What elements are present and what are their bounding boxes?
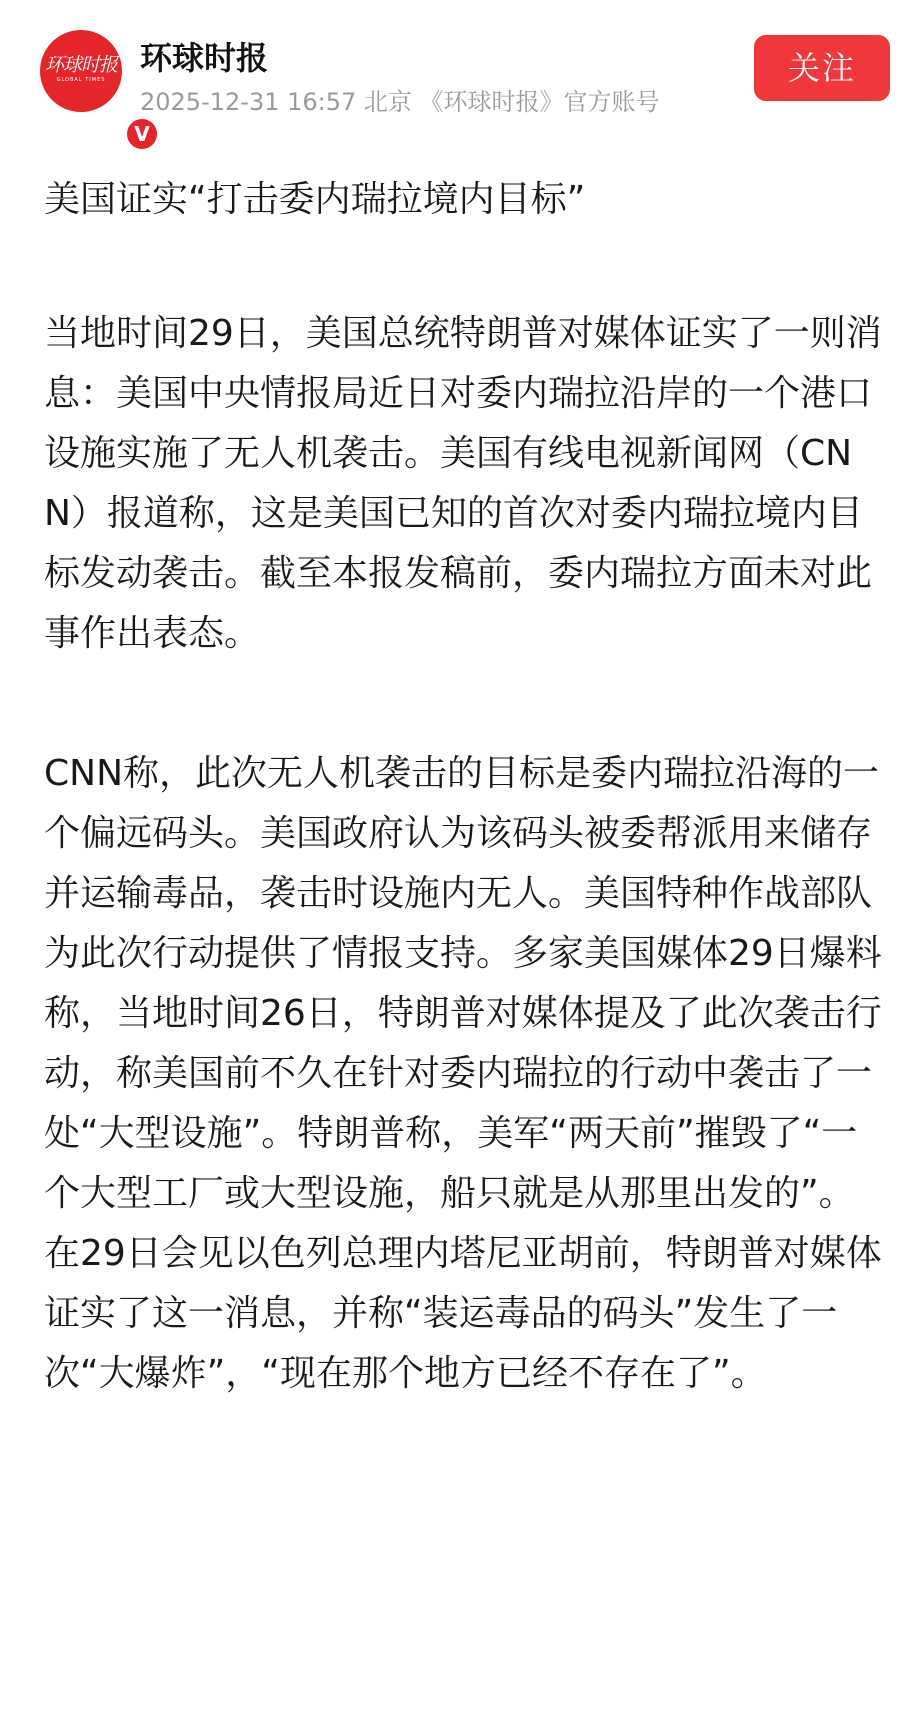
- article-header: [0, 0, 922, 146]
- avatar-logo-subtext: GLOBAL TIMES: [56, 77, 106, 83]
- follow-button[interactable]: 关注: [754, 35, 890, 101]
- article-body: [44, 170, 890, 1404]
- article-paragraph-1: 当地时间29日，美国总统特朗普对媒体证实了一则消息：美国中央情报局近日对委内瑞拉沿岸的一个港口设施实施了无人机袭击。美国有线电视新闻网（CNN）报道称，这是美国已知的首次对委内瑞拉境内目标发动袭击。截至本报发稿前，委内瑞拉方面未对此事作出表态。: [44, 313, 882, 654]
- post-meta: 2025-12-31 16:57 北京 《环球时报》官方账号: [140, 88, 660, 116]
- verified-badge-icon: V: [124, 116, 160, 152]
- article-headline: 美国证实“打击委内瑞拉境内目标”: [44, 179, 586, 220]
- account-name[interactable]: 环球时报: [140, 39, 269, 77]
- account-avatar[interactable]: [40, 30, 150, 146]
- avatar-logo-text: 环球时报: [44, 54, 117, 76]
- article-paragraph-2: CNN称，此次无人机袭击的目标是委内瑞拉沿海的一个偏远码头。美国政府认为该码头被委帮派用来储存并运输毒品，袭击时设施内无人。美国特种作战部队为此次行动提供了情报支持。多家美国媒体29日爆料称，当地时间26日，特朗普对媒体提及了此次袭击行动，称美国前不久在针对委内瑞拉的行动中袭击了一处“大型设施”。特朗普称，美军“两天前”摧毁了“一个大型工厂或大型设施，船只就是从那里出发的”。在29日会见以色列总理内塔尼亚胡前，特朗普对媒体证实了这一消息，并称“装运毒品的码头”发生了一次“大爆炸”，“现在那个地方已经不存在了”。: [44, 753, 882, 1394]
